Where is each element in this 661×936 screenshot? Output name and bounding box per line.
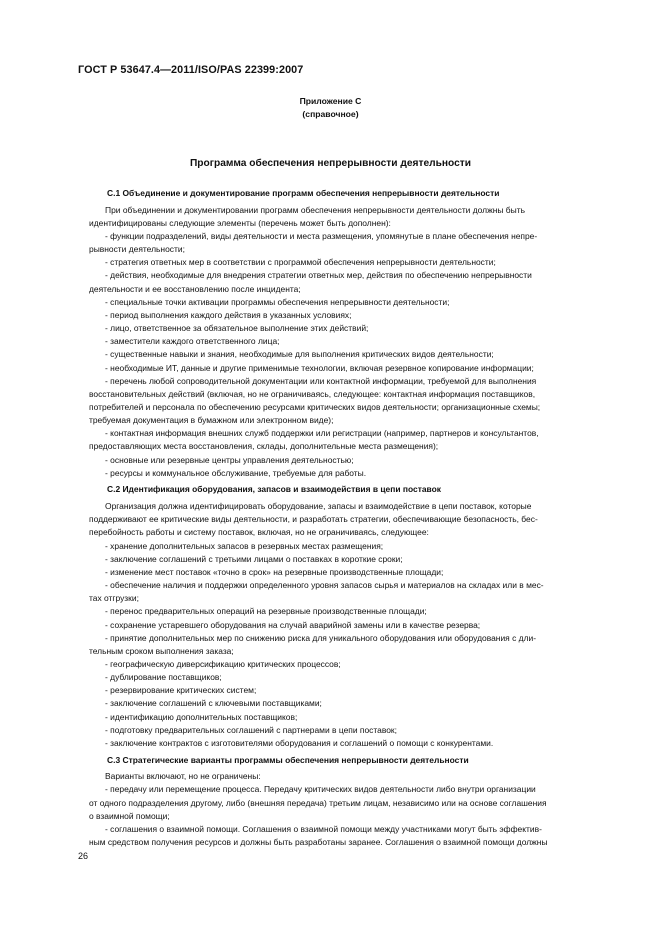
section-paragraph: - идентификацию дополнительных поставщиков; (105, 711, 298, 722)
section-heading: С.2 Идентификация оборудования, запасов и взаимодействия в цепи поставок (107, 484, 441, 495)
section-paragraph: - период выполнения каждого действия в указанных условиях; (105, 309, 352, 320)
section-paragraph: - дублирование поставщиков; (105, 672, 222, 683)
section-paragraph: - заместители каждого ответственного лица; (105, 336, 280, 347)
annex-note: (справочное) (302, 109, 359, 119)
section-paragraph: - заключение соглашений с третьими лицами о поставках в короткие сроки; (105, 553, 403, 564)
section-heading: С.3 Стратегические варианты программы обеспечения непрерывности деятельности (107, 754, 469, 765)
annex-title: Приложение С (299, 96, 362, 106)
section-paragraph: - функции подразделений, виды деятельности и места размещения, упомянутые в плане обеспечения непре- рывности деятельности; (89, 230, 538, 255)
section-paragraph: - заключение контрактов с изготовителями оборудования и соглашений о помощи с конкурентами. (105, 737, 494, 748)
section-paragraph: - ресурсы и коммунальное обслуживание, требуемые для работы. (105, 467, 367, 478)
section-paragraph: - стратегия ответных мер в соответствии с программой обеспечения непрерывности деятельности; (105, 257, 496, 268)
section-paragraph: - перенос предварительных операций на резервные производственные площади; (105, 606, 427, 617)
section-paragraph: - основные или резервные центры управления деятельностью; (105, 454, 354, 465)
section-paragraph: - необходимые ИТ, данные и другие применимые технологии, включая резервное копирование информации; (105, 362, 534, 373)
section-paragraph: - перечень любой сопроводительной документации или контактной информации, требуемой для выполнения восстановительных действий (включая, но не ограничиваясь, следующее: контактная информация поставщиков, потребителей и персонала по обеспечению ресурсами критических видов деятельности; организационные схемы; требуемая документация в бумажном или электронном виде); (89, 375, 541, 426)
standard-header: ГОСТ Р 53647.4—2011/ISO/PAS 22399:2007 (78, 64, 304, 76)
section-paragraph: - заключение соглашений с ключевыми поставщиками; (105, 698, 322, 709)
section-paragraph: - контактная информация внешних служб поддержки или регистрации (например, партнеров и консультантов, предоставляющих места восстановления, склады, дополнительные места размещения); (89, 428, 539, 452)
document-body (89, 187, 586, 849)
section-paragraph: Варианты включают, но не ограничены: (105, 771, 261, 782)
section-paragraph: - обеспечение наличия и поддержки определенного уровня запасов сырья и материалов на складах или в мес- тах отгрузки; (89, 580, 544, 604)
section-paragraph: - резервирование критических систем; (105, 685, 257, 696)
section-paragraph: - сохранение устаревшего оборудования на случай аварийной замены или в качестве резерва; (105, 619, 481, 630)
section-paragraph: - передачу или перемещение процесса. Передачу критических видов деятельности либо внутри организации от одного подразделения другому, либо (внешняя передача) третьим лицам, независимо или на основе соглашения о взаимной помощи; (89, 784, 547, 821)
page-number: 26 (78, 851, 89, 861)
section-paragraph: - соглашения о взаимной помощи. Соглашения о взаимной помощи между участниками могут быть эффектив- ным средством получения ресурсов и должны быть разработаны заранее. Соглашения о взаимной помощи должны (89, 823, 548, 847)
section-paragraph: - принятие дополнительных мер по снижению риска для уникального оборудования или оборудования с дли- тельным сроком выполнения заказа; (89, 632, 537, 656)
section-paragraph: - изменение мест поставок «точно в срок» на резервные производственные площади; (105, 566, 444, 577)
section-paragraph: - географическую диверсификацию критических процессов; (105, 658, 341, 669)
section-paragraph: - лицо, ответственное за обязательное выполнение этих действий; (105, 323, 369, 334)
section-paragraph: - специальные точки активации программы обеспечения непрерывности деятельности; (105, 296, 450, 307)
section-paragraph: - действия, необходимые для внедрения стратегии ответных мер, действия по обеспечению непрерывности деятельности и ее восстановлению после инцидента; (89, 270, 532, 294)
section-paragraph: - существенные навыки и знания, необходимые для выполнения критических видов деятельности; (105, 349, 494, 360)
section-paragraph: Организация должна идентифицировать оборудование, запасы и взаимодействие в цепи поставок, которые поддерживают ее критические виды деятельности, и разработать стратегии, обеспечивающие безопасность, бес- перебойность работы и систему поставок, включая, но не ограничиваясь, следующее: (89, 501, 538, 538)
document-title: Программа обеспечения непрерывности деятельности (189, 158, 472, 169)
section-paragraph: При объединении и документировании программ обеспечения непрерывности деятельности должны быть идентифицированы следующие элементы (перечень может быть дополнен): (89, 204, 525, 228)
section-paragraph: - хранение дополнительных запасов в резервных местах размещения; (105, 540, 384, 551)
section-paragraph: - подготовку предварительных соглашений с партнерами в цепи поставок; (105, 724, 397, 735)
section-heading: С.1 Объединение и документирование программ обеспечения непрерывности деятельности (107, 188, 500, 198)
